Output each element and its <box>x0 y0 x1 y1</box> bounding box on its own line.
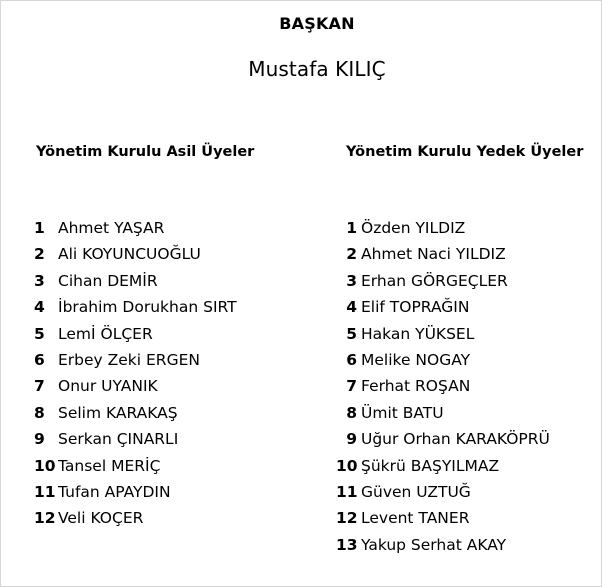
list-item <box>34 507 237 533</box>
list-item <box>336 402 550 428</box>
list-item <box>34 349 237 375</box>
member-name: Selim KARAKAŞ <box>58 403 178 422</box>
list-item <box>336 534 550 560</box>
member-number: 1 <box>34 219 45 237</box>
list-item <box>34 402 237 428</box>
member-name: Ahmet Naci YILDIZ <box>361 245 506 264</box>
list-item <box>336 296 550 322</box>
list-item <box>336 507 550 533</box>
member-number: 7 <box>34 377 45 396</box>
member-number: 10 <box>336 456 358 475</box>
member-number: 8 <box>34 403 45 422</box>
list-item <box>336 217 550 243</box>
member-name: Melike NOGAY <box>361 350 471 369</box>
list-item <box>34 270 237 296</box>
member-number: 11 <box>336 482 358 501</box>
member-number: 11 <box>34 482 56 501</box>
member-name: Hakan YÜKSEL <box>361 324 475 343</box>
member-number: 3 <box>346 271 357 290</box>
member-number: 4 <box>34 298 45 317</box>
member-number: 6 <box>346 350 357 369</box>
primary-members-heading: Yönetim Kurulu Asil Üyeler <box>36 144 255 160</box>
member-number: 12 <box>336 509 358 528</box>
list-item <box>34 455 237 481</box>
list-item <box>34 481 237 507</box>
member-number: 9 <box>346 430 357 449</box>
member-name: Tufan APAYDIN <box>58 482 171 501</box>
member-name: Yakup Serhat AKAY <box>361 535 507 554</box>
list-item <box>336 243 550 269</box>
member-number: 13 <box>336 535 358 554</box>
list-item <box>336 323 550 349</box>
member-name: Özden YILDIZ <box>361 219 466 237</box>
member-number: 7 <box>346 377 357 396</box>
member-name: Ahmet YAŞAR <box>58 219 165 237</box>
page-title: BAŞKAN <box>279 14 355 33</box>
list-item <box>34 323 237 349</box>
substitute-members-list <box>336 217 550 560</box>
member-name: Uğur Orhan KARAKÖPRÜ <box>361 430 550 449</box>
list-item <box>34 375 237 401</box>
member-number: 4 <box>346 298 357 317</box>
list-item <box>336 349 550 375</box>
member-number: 9 <box>34 430 45 449</box>
member-number: 8 <box>346 403 357 422</box>
member-name: Ferhat ROŞAN <box>361 377 471 396</box>
member-number: 10 <box>34 456 56 475</box>
list-item <box>34 428 237 454</box>
member-name: Tansel MERİÇ <box>58 456 161 475</box>
list-item <box>34 243 237 269</box>
primary-members-list <box>34 217 237 534</box>
substitute-members-heading: Yönetim Kurulu Yedek Üyeler <box>346 144 584 160</box>
member-name: Cihan DEMİR <box>58 271 158 290</box>
list-item <box>336 270 550 296</box>
member-name: Lemİ ÖLÇER <box>58 324 153 343</box>
member-number: 2 <box>346 245 357 264</box>
list-item <box>336 428 550 454</box>
list-item <box>336 455 550 481</box>
member-name: Veli KOÇER <box>58 509 144 528</box>
member-name: Şükrü BAŞYILMAZ <box>361 456 500 475</box>
member-number: 5 <box>346 324 357 343</box>
list-item <box>34 296 237 322</box>
member-name: Erbey Zeki ERGEN <box>58 350 200 369</box>
member-number: 1 <box>346 219 357 237</box>
member-name: Ali KOYUNCUOĞLU <box>58 245 201 264</box>
president-name: Mustafa KILIÇ <box>248 57 386 81</box>
member-name: Elif TOPRAĞIN <box>361 298 470 317</box>
list-item <box>34 217 237 243</box>
member-name: Levent TANER <box>361 509 470 528</box>
member-name: Ümit BATU <box>361 403 444 422</box>
member-number: 5 <box>34 324 45 343</box>
member-name: Onur UYANIK <box>58 377 158 396</box>
member-name: İbrahim Dorukhan SIRT <box>58 298 237 317</box>
member-number: 12 <box>34 509 56 528</box>
member-number: 2 <box>34 245 45 264</box>
list-item <box>336 481 550 507</box>
member-number: 6 <box>34 350 45 369</box>
member-name: Güven UZTUĞ <box>361 482 471 501</box>
member-name: Erhan GÖRGEÇLER <box>361 271 508 290</box>
member-name: Serkan ÇINARLI <box>58 430 179 449</box>
list-item <box>336 375 550 401</box>
member-number: 3 <box>34 271 45 290</box>
